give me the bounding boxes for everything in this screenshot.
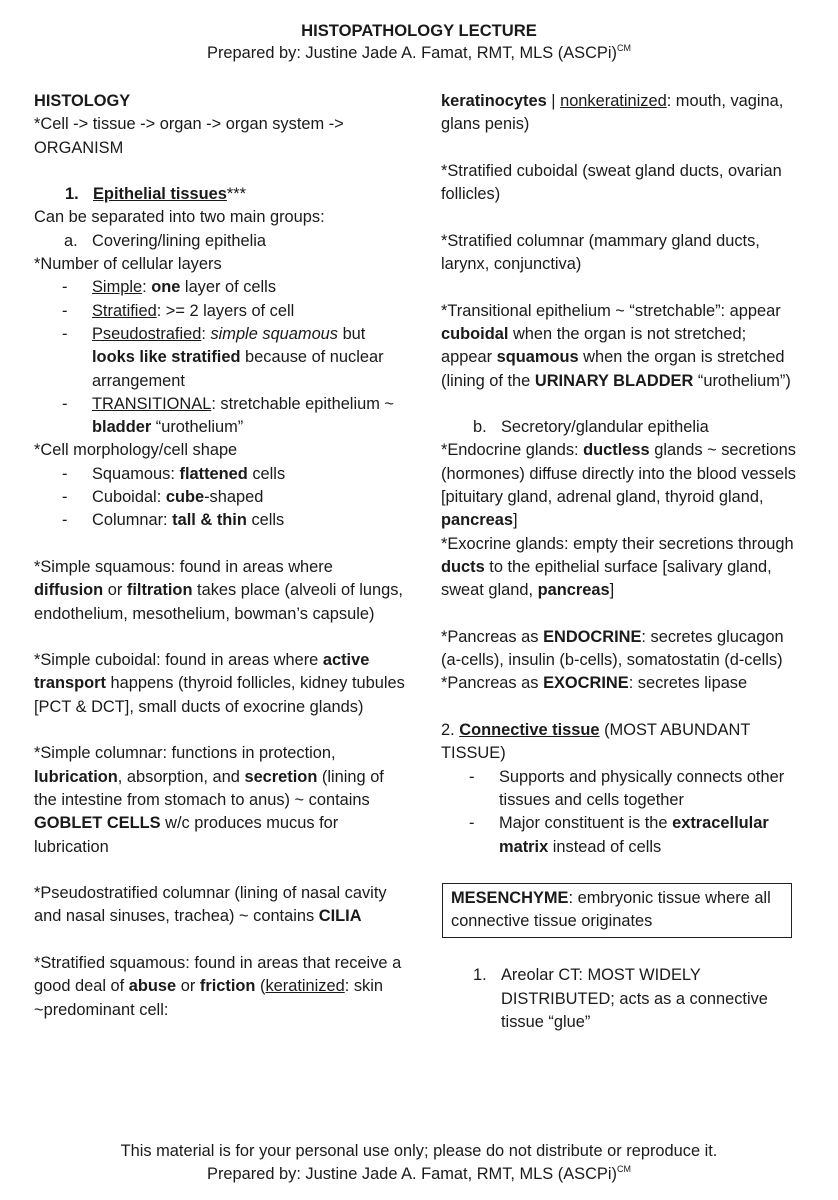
stratified-cuboidal-paragraph: *Stratified cuboidal (sweat gland ducts, ovarian follicles) bbox=[441, 161, 782, 204]
document-title: HISTOPATHOLOGY LECTURE bbox=[301, 21, 537, 40]
list-item-stratified: - Stratified: >= 2 layers of cell bbox=[62, 301, 295, 320]
endocrine-paragraph: *Endocrine glands: ductless glands ~ secretions (hormones) diffuse directly into the blood vessels [pituitary gland, adrenal gland, thyroid gland, pancreas] bbox=[441, 441, 797, 530]
connective-tissue-heading: 2. Connective tissue (MOST ABUNDANT TISSUE) bbox=[441, 721, 751, 763]
footer-author bbox=[0, 1163, 838, 1186]
simple-columnar-paragraph: *Simple columnar: functions in protection, lubrication, absorption, and secretion (lining of the intestine from stomach to anus) ~ contains GOBLET CELLS w/c produces mucus for lubrication bbox=[34, 744, 384, 856]
author-superscript: CM bbox=[616, 43, 631, 53]
keratinized-continuation: keratinocytes | nonkeratinized: mouth, vagina, glans penis) bbox=[441, 92, 784, 134]
transitional-epithelium-paragraph: *Transitional epithelium ~ “stretchable”: appear cuboidal when the organ is not stretched; appear squamous when the organ is stretched (lining of the URINARY BLADDER “urothelium”) bbox=[441, 301, 791, 390]
exocrine-paragraph: *Exocrine glands: empty their secretions through ducts to the epithelial surface [salivary gland, sweat gland, pancreas] bbox=[441, 534, 794, 600]
shape-heading: *Cell morphology/cell shape bbox=[34, 441, 238, 460]
mesenchyme-callout-box: MESENCHYME: embryonic tissue where all connective tissue originates bbox=[442, 883, 792, 939]
stratified-squamous-paragraph: *Stratified squamous: found in areas that receive a good deal of abuse or friction (keratinized: skin ~predominant cell: bbox=[34, 953, 402, 1019]
pancreas-endocrine-paragraph: *Pancreas as ENDOCRINE: secretes glucagon (a-cells), insulin (b-cells), somatostatin (d-cells) bbox=[441, 627, 784, 670]
pancreas-exocrine-paragraph: *Pancreas as EXOCRINE: secretes lipase bbox=[441, 674, 748, 693]
layers-heading: *Number of cellular layers bbox=[34, 255, 222, 274]
groups-intro: Can be separated into two main groups: bbox=[34, 208, 325, 227]
list-item-squamous: - Squamous: flattened cells bbox=[62, 464, 286, 483]
histology-heading: HISTOLOGY bbox=[34, 92, 131, 110]
footer-superscript: CM bbox=[616, 1164, 631, 1174]
simple-cuboidal-paragraph: *Simple cuboidal: found in areas where active transport happens (thyroid follicles, kidney tubules [PCT & DCT], small ducts of exocrine glands) bbox=[34, 651, 405, 716]
group-a-label: a. Covering/lining epithelia bbox=[64, 231, 267, 250]
list-item-matrix: - Major constituent is the extracellular matrix instead of cells bbox=[469, 814, 769, 856]
list-item-columnar: - Columnar: tall & thin cells bbox=[62, 511, 285, 530]
list-item-simple: - Simple: one layer of cells bbox=[62, 278, 277, 297]
stratified-columnar-paragraph: *Stratified columnar (mammary gland ducts, larynx, conjunctiva) bbox=[441, 231, 760, 274]
simple-squamous-paragraph: *Simple squamous: found in areas where diffusion or filtration takes place (alveoli of lungs, endothelium, mesothelium, bowman’s capsule) bbox=[34, 557, 403, 623]
footer-notice: This material is for your personal use only; please do not distribute or reproduce it. bbox=[120, 1142, 718, 1160]
epithelial-heading: 1. Epithelial tissues*** bbox=[65, 185, 247, 204]
hierarchy-chain: *Cell -> tissue -> organ -> organ system -> ORGANISM bbox=[34, 115, 344, 157]
right-column bbox=[441, 90, 801, 1034]
footer-author-text: Prepared by: Justine Jade A. Famat, RMT, MLS (ASCPi) bbox=[207, 1165, 617, 1183]
pseudostratified-columnar-paragraph: *Pseudostratified columnar (lining of nasal cavity and nasal sinuses, trachea) ~ contains CILIA bbox=[34, 884, 387, 926]
left-column bbox=[34, 90, 406, 1022]
author-text: Prepared by: Justine Jade A. Famat, RMT, MLS (ASCPi) bbox=[207, 44, 617, 62]
areolar-list-item: 1. Areolar CT: MOST WIDELY DISTRIBUTED; acts as a connective tissue “glue” bbox=[473, 966, 768, 1031]
list-item-supports: - Supports and physically connects other tissues and cells together bbox=[469, 767, 785, 809]
list-item-cuboidal: - Cuboidal: cube-shaped bbox=[62, 488, 264, 507]
group-b-label: b. Secretory/glandular epithelia bbox=[473, 418, 709, 437]
document-author bbox=[0, 42, 838, 65]
list-item-transitional: - TRANSITIONAL: stretchable epithelium ~ bladder “urothelium” bbox=[62, 394, 394, 437]
list-item-pseudostratified: - Pseudostrafied: simple squamous but looks like stratified because of nuclear arrangement bbox=[62, 324, 384, 390]
